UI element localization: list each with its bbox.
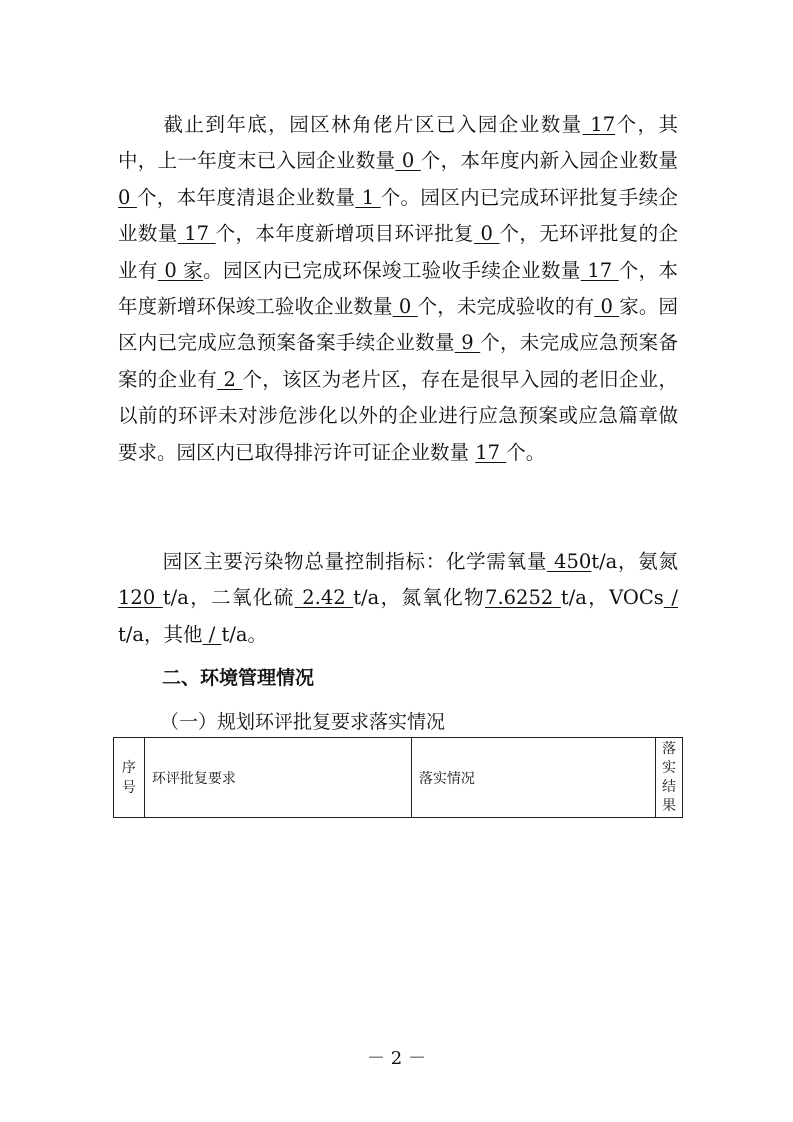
text-segment: 个，其中，上一年度末已入园企业数量 (118, 113, 678, 173)
filled-value: 2 (217, 367, 243, 391)
filled-value: 7.6252 (485, 586, 561, 610)
filled-value: 0 (395, 149, 421, 173)
filled-value: 9 (454, 331, 481, 355)
filled-value: 120 (118, 586, 163, 610)
filled-value: 0 家 (157, 258, 204, 282)
filled-value: 17 (177, 222, 216, 246)
text-segment: 个。园区内已完成环评批复手续企业数量 (118, 185, 678, 246)
filled-value: 450 (547, 550, 592, 573)
text-segment: 个，无环评批复的企业有 (118, 222, 678, 282)
text-segment: t/a，氮氧化物 (353, 586, 486, 610)
header-result-cell: 落实结果 (656, 738, 683, 818)
filled-value: 1 (355, 185, 381, 209)
pollutant-control-paragraph (118, 544, 678, 653)
page-number: － 2 － (367, 1048, 426, 1069)
text-segment: t/a。 (221, 622, 268, 646)
text-segment: 个，本年度清退企业数量 (136, 185, 356, 209)
filled-value: 17 (475, 440, 507, 464)
header-requirement-cell: 环评批复要求 (144, 738, 411, 818)
filled-value: / (202, 622, 222, 646)
subsection-heading: （一）规划环评批复要求落实情况 (160, 711, 446, 733)
text-segment: 个，未完成验收的有 (417, 295, 595, 319)
header-seq-cell: 序号 (114, 738, 145, 818)
text-segment: 个，本年度新增项目环评批复 (215, 222, 474, 246)
section-heading: 二、环境管理情况 (162, 667, 315, 689)
text-segment: 个，该区为老片区，存在是很早入园的老旧企业，以前的环评未对涉危涉化以外的企业进行应急预案或应急篇章做要求。园区内已取得排污许可证企业数量 (118, 367, 678, 464)
filled-value: / (663, 586, 678, 610)
filled-value: 0 (473, 222, 500, 246)
requirements-table (113, 737, 683, 818)
text-segment: 个，本年度内新入园企业数量 (420, 149, 678, 173)
header-implementation-cell: 落实情况 (411, 738, 655, 818)
filled-value: 17 (580, 258, 619, 282)
text-segment: t/a，其他 (118, 622, 203, 646)
filled-value: 0 (594, 295, 620, 319)
text-segment: 家。园区内已完成应急预案备案手续企业数量 (118, 295, 678, 355)
filled-value: 0 (118, 185, 137, 209)
text-segment: t/a，VOCs (560, 586, 664, 610)
text-segment: 园区主要污染物总量控制指标：化学需氧量 (162, 550, 548, 573)
text-segment: 个，本年度新增环保竣工验收企业数量 (118, 258, 678, 319)
text-segment: 个。 (506, 440, 546, 464)
text-segment: t/a，氨氮 (591, 550, 678, 573)
filled-value: 0 (392, 295, 418, 319)
text-segment: 。园区内已完成环保竣工验收手续企业数量 (203, 258, 581, 282)
text-segment: 截止到年底，园区林角佬片区已入园企业数量 (162, 113, 583, 136)
filled-value: 17 (582, 113, 616, 136)
text-segment: 个，未完成应急预案备案的企业有 (118, 331, 678, 391)
enterprise-count-paragraph (118, 107, 678, 471)
filled-value: 2.42 (294, 586, 354, 610)
table-header-row (114, 738, 683, 818)
text-segment: t/a，二氧化硫 (162, 586, 295, 610)
